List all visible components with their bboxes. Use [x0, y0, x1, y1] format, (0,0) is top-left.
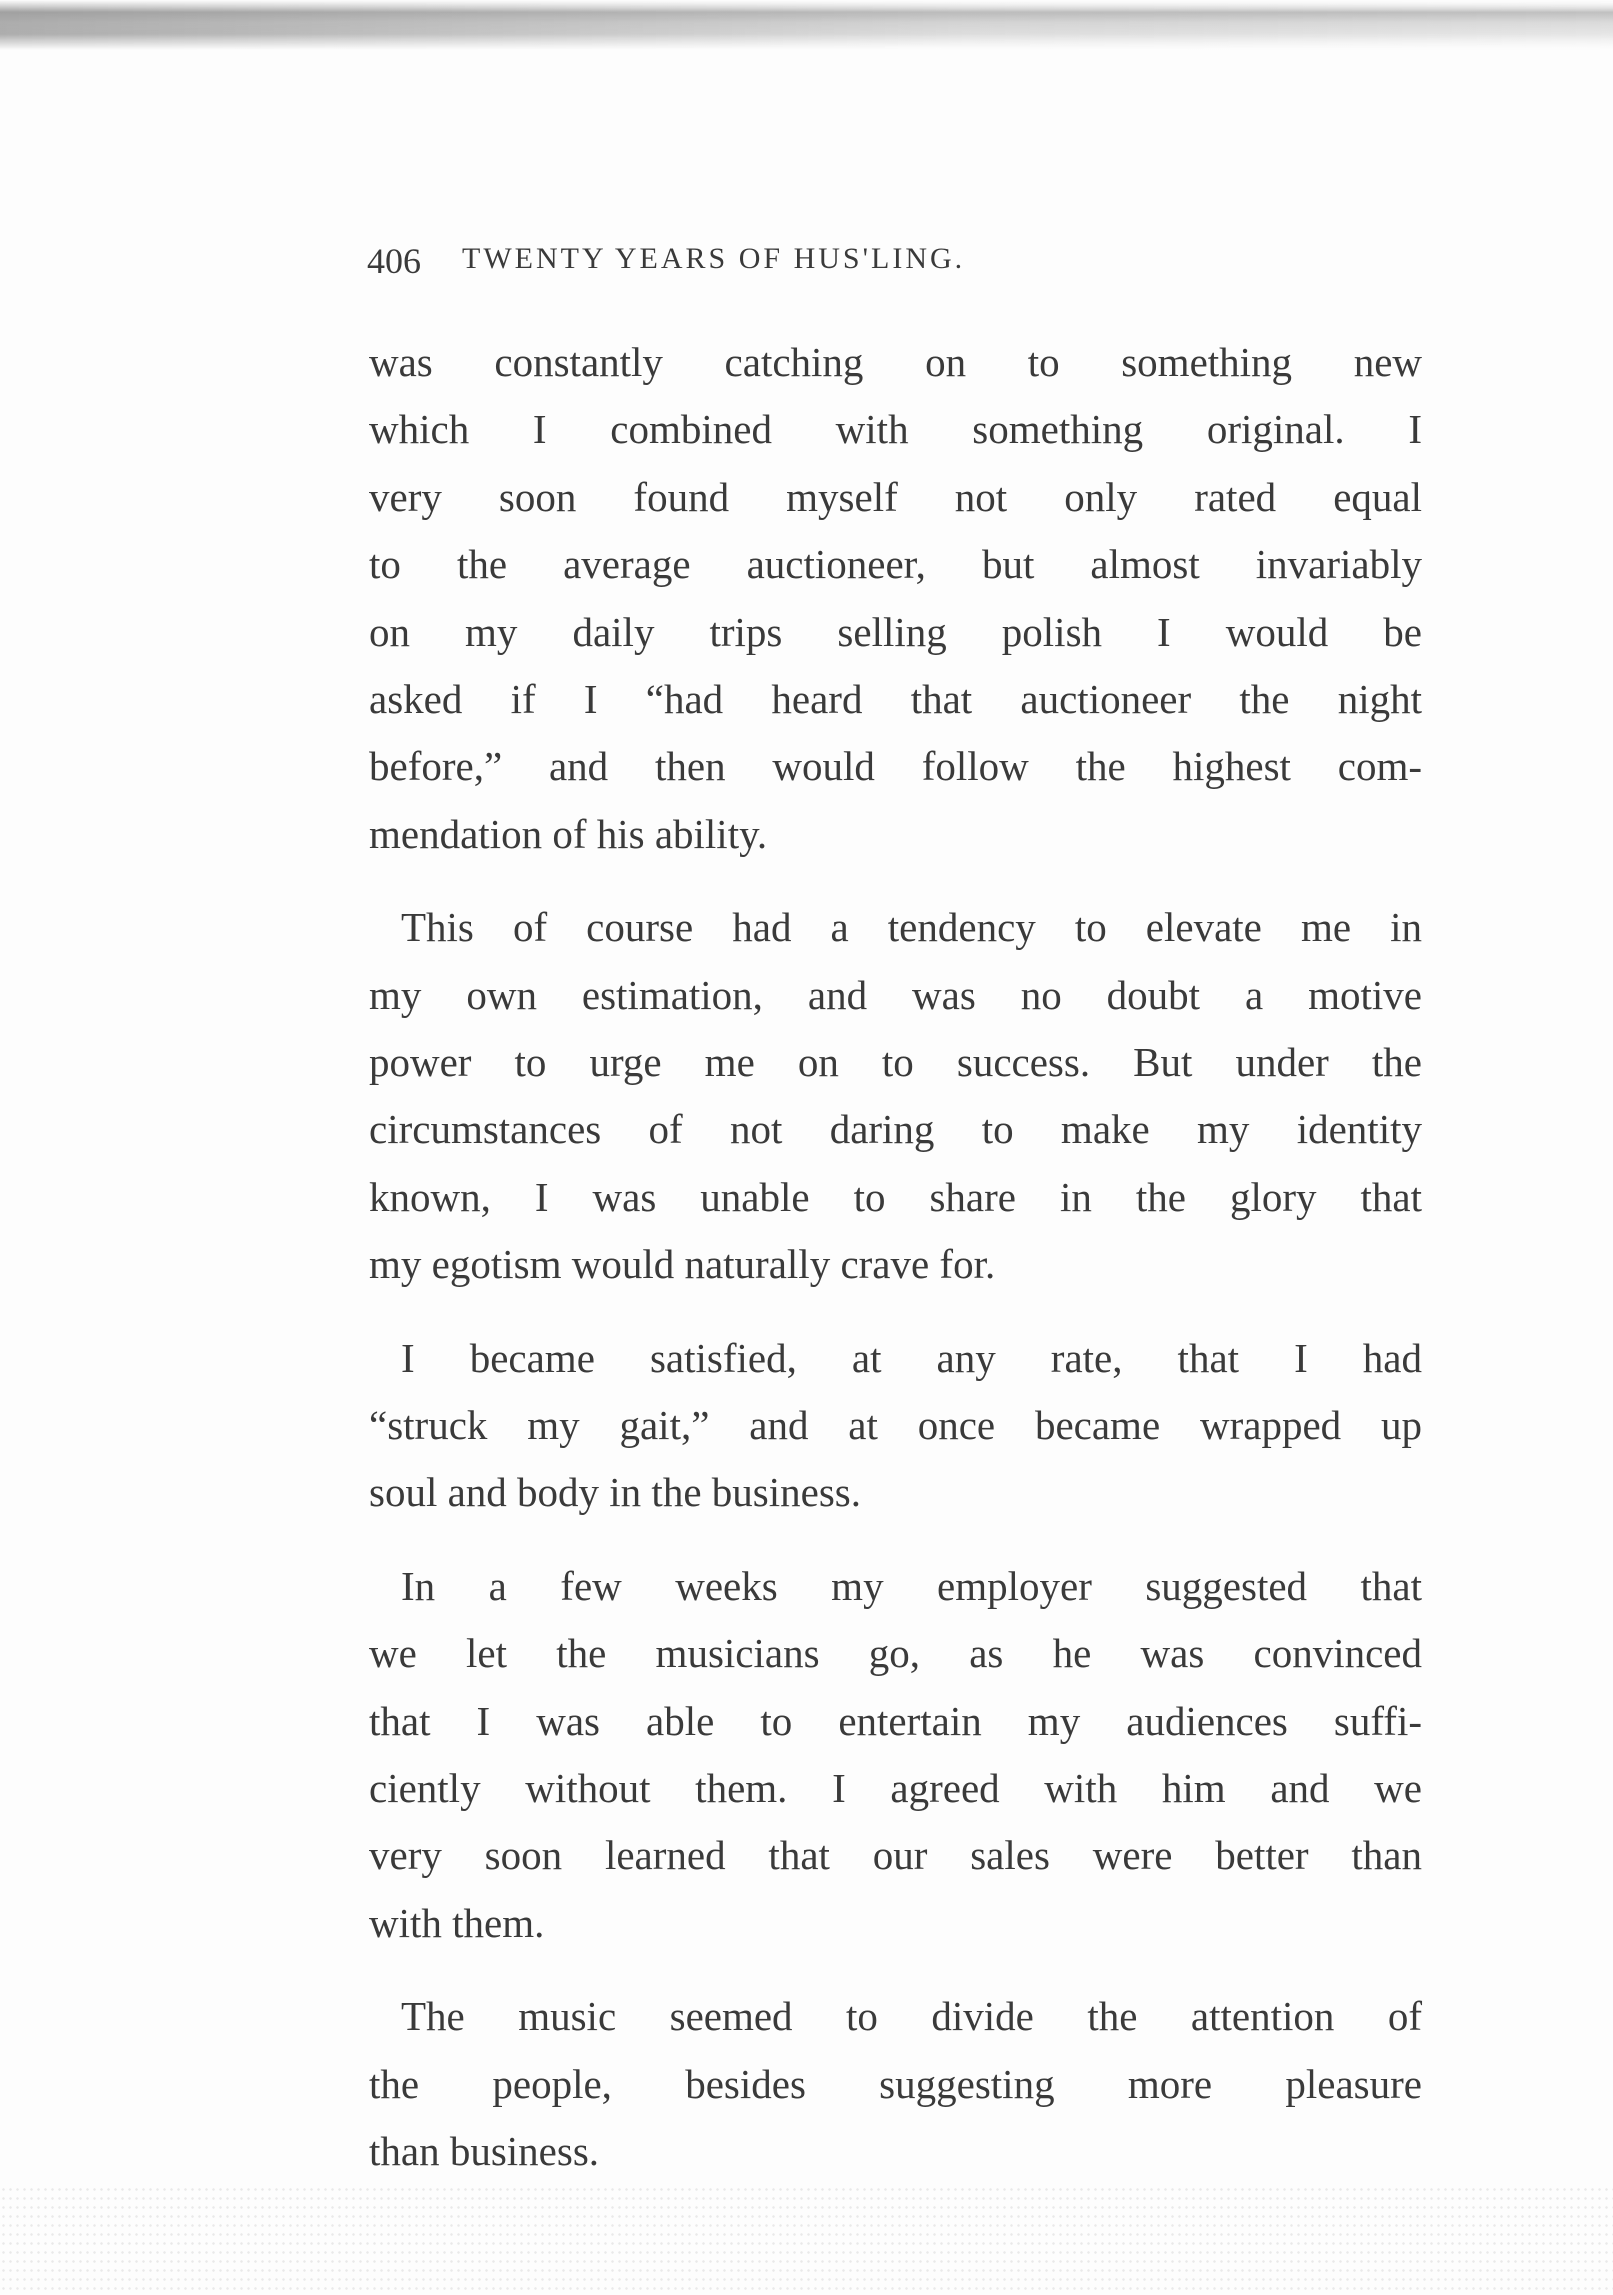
- text-line: This of course had a tendency to elevate me in: [401, 904, 1422, 951]
- text-line: we let the musicians go, as he was convinced: [369, 1630, 1422, 1677]
- text-line: circumstances of not daring to make my identity: [369, 1106, 1422, 1153]
- text-line: very soon learned that our sales were better than: [369, 1832, 1422, 1879]
- text-line: that I was able to entertain my audiences suffi-: [369, 1697, 1422, 1744]
- text-line: asked if I “had heard that auctioneer the night: [369, 676, 1422, 722]
- text-line: my own estimation, and was no doubt a motive: [369, 971, 1422, 1018]
- text-line: to the average auctioneer, but almost invariably: [369, 541, 1422, 588]
- text-line: than business.: [369, 2128, 600, 2174]
- text-line: known, I was unable to share in the glory that: [369, 1173, 1422, 1220]
- text-line: with them.: [369, 1899, 545, 1946]
- scan-edge-shadow: [0, 0, 1613, 50]
- page-header: [367, 240, 1427, 290]
- text-line: mendation of his ability.: [369, 810, 768, 857]
- text-line: In a few weeks my employer suggested that: [401, 1562, 1422, 1609]
- text-line: ciently without them. I agreed with him and we: [369, 1765, 1422, 1811]
- text-line: which I combined with something original. I: [369, 406, 1422, 453]
- text-line: before,” and then would follow the highest com-: [369, 743, 1422, 790]
- scan-noise: [0, 2185, 1613, 2295]
- text-line: power to urge me on to success. But under the: [369, 1039, 1422, 1085]
- text-line: soul and body in the business.: [369, 1469, 861, 1516]
- text-line: the people, besides suggesting more pleasure: [369, 2060, 1422, 2107]
- page-number: 406: [367, 241, 421, 281]
- text-line: The music seemed to divide the attention of: [401, 1993, 1422, 2040]
- text-line: on my daily trips selling polish I would be: [369, 608, 1422, 655]
- text-line: “struck my gait,” and at once became wrapped up: [369, 1402, 1422, 1448]
- text-line: very soon found myself not only rated equal: [369, 473, 1422, 520]
- text-line: was constantly catching on to something new: [369, 339, 1422, 385]
- text-line: I became satisfied, at any rate, that I had: [401, 1334, 1422, 1381]
- running-title: TWENTY YEARS OF HUS'LING.: [462, 242, 966, 275]
- text-line: my egotism would naturally crave for.: [369, 1241, 996, 1288]
